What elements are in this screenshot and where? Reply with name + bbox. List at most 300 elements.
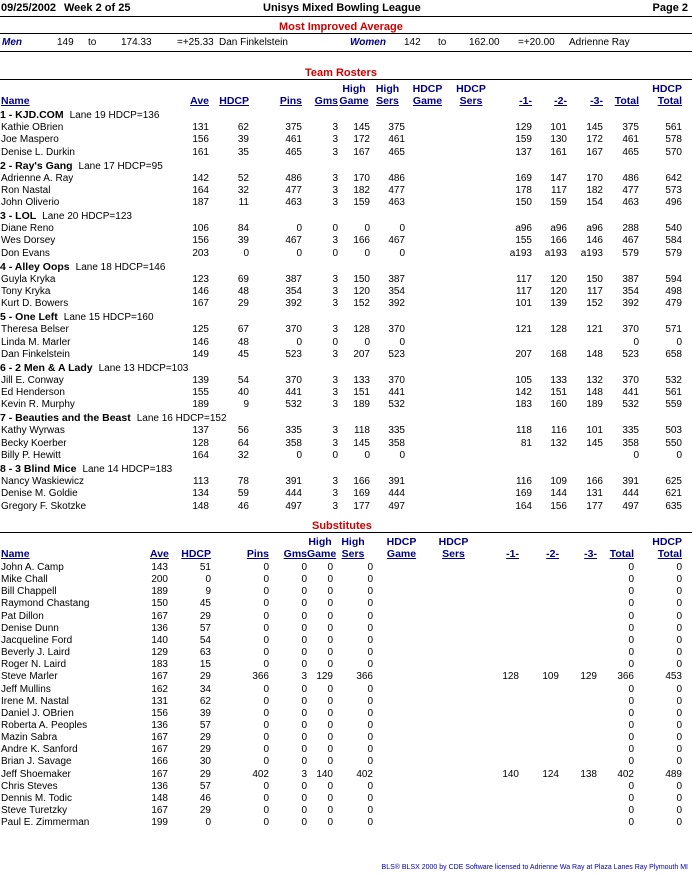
high-sers-cell: 335 xyxy=(388,425,405,437)
total-cell: 444 xyxy=(622,488,639,500)
pins-cell: 532 xyxy=(285,399,302,411)
high-game-cell: 0 xyxy=(327,780,333,792)
hdcp-total-cell: 0 xyxy=(676,659,682,671)
ave-cell: 167 xyxy=(151,744,168,756)
high-sers-cell: 370 xyxy=(388,374,405,386)
hdcp-total-cell: 0 xyxy=(676,817,682,829)
player-name: Raymond Chastang xyxy=(1,598,90,610)
game-2-cell: 117 xyxy=(551,184,567,196)
pins-cell: 391 xyxy=(285,475,302,487)
pins-cell: 0 xyxy=(263,586,269,598)
high-game-cell: 166 xyxy=(353,235,370,247)
gms-cell: 0 xyxy=(301,817,307,829)
ave-cell: 106 xyxy=(192,223,209,235)
men-to: 174.33 xyxy=(121,37,152,48)
high-sers-cell: 0 xyxy=(367,744,373,756)
total-cell: 402 xyxy=(617,768,634,780)
high-game-cell: 0 xyxy=(327,744,333,756)
high-game-cell: 128 xyxy=(353,324,370,336)
game-2-cell: 133 xyxy=(550,374,567,386)
player-row xyxy=(0,488,692,500)
gms-cell: 3 xyxy=(332,134,338,146)
high-game-cell: 177 xyxy=(353,500,370,512)
sub-row xyxy=(0,793,692,805)
player-name: Kevin R. Murphy xyxy=(1,399,75,411)
player-name: Don Evans xyxy=(1,247,50,259)
gms-cell: 0 xyxy=(332,450,338,461)
player-name: Kathy Wyrwas xyxy=(1,425,65,437)
hdcp-total-cell: 0 xyxy=(676,450,682,461)
high-game-cell: 151 xyxy=(353,387,370,399)
game-1-cell: 159 xyxy=(515,134,532,146)
high-sers-cell: 0 xyxy=(367,622,373,634)
high-sers-cell: 465 xyxy=(388,146,405,158)
hdcp-total-cell: 0 xyxy=(676,683,682,695)
hdcp-cell: 69 xyxy=(237,273,249,285)
sub-row xyxy=(0,623,692,635)
hdcp-cell: 48 xyxy=(237,336,249,348)
high-sers-cell: 497 xyxy=(388,500,405,512)
ave-cell: 140 xyxy=(151,634,168,646)
column-header-hdcp-game: Game xyxy=(386,548,417,560)
high-game-cell: 0 xyxy=(327,647,333,659)
high-sers-cell: 358 xyxy=(388,437,405,449)
game-3-cell: 138 xyxy=(580,768,597,780)
total-cell: 441 xyxy=(622,387,639,399)
high-game-cell: 0 xyxy=(327,610,333,622)
gms-cell: 3 xyxy=(332,387,338,399)
hdcp-total-cell: 0 xyxy=(676,744,682,756)
hdcp-cell: 51 xyxy=(199,562,211,573)
game-3-cell: 121 xyxy=(586,324,603,336)
gms-cell: 3 xyxy=(332,437,338,449)
high-sers-cell: 0 xyxy=(367,634,373,646)
pins-cell: 392 xyxy=(285,298,302,310)
column-header-hdcp-total: HDCP xyxy=(652,83,682,95)
ave-cell: 123 xyxy=(192,273,209,285)
gms-cell: 0 xyxy=(301,780,307,792)
total-cell: 0 xyxy=(628,683,634,695)
sub-row xyxy=(0,671,692,683)
high-sers-cell: 366 xyxy=(356,671,373,683)
player-row xyxy=(0,438,692,450)
game-3-cell: 172 xyxy=(586,134,603,146)
hdcp-cell: 54 xyxy=(237,374,249,386)
ave-cell: 156 xyxy=(192,235,209,247)
women-to-label: to xyxy=(438,37,447,48)
team-rosters-title: Team Rosters xyxy=(305,67,377,79)
ave-cell: 149 xyxy=(192,348,209,360)
total-cell: 497 xyxy=(622,500,639,512)
gms-cell: 3 xyxy=(332,475,338,487)
column-header-high-game: High xyxy=(342,83,366,95)
gms-cell: 3 xyxy=(332,298,338,310)
gms-cell: 3 xyxy=(332,197,338,209)
hdcp-total-cell: 0 xyxy=(676,732,682,744)
sub-row xyxy=(0,744,692,756)
hdcp-total-cell: 621 xyxy=(665,488,682,500)
game-2-cell: 130 xyxy=(550,134,567,146)
total-cell: 391 xyxy=(622,475,639,487)
player-name: Becky Koerber xyxy=(1,437,67,449)
column-header-pins: Pins xyxy=(279,95,302,107)
column-header-total: Total xyxy=(609,548,634,560)
team-name: 7 - Beauties and the Beast xyxy=(0,412,131,425)
hdcp-total-cell: 0 xyxy=(676,647,682,659)
hdcp-total-cell: 0 xyxy=(676,756,682,768)
ave-cell: 148 xyxy=(192,500,209,512)
hdcp-total-cell: 561 xyxy=(665,387,682,399)
men-from: 149 xyxy=(57,37,74,48)
high-game-cell: 0 xyxy=(327,732,333,744)
hdcp-cell: 46 xyxy=(199,792,211,804)
pins-cell: 0 xyxy=(263,817,269,829)
rosters-rule xyxy=(0,79,692,80)
hdcp-cell: 35 xyxy=(237,146,249,158)
team-lane-info: Lane 20 HDCP=123 xyxy=(42,211,132,223)
hdcp-total-cell: 0 xyxy=(676,719,682,731)
high-sers-cell: 0 xyxy=(367,586,373,598)
game-2-cell: 109 xyxy=(550,475,567,487)
ave-cell: 136 xyxy=(151,622,168,634)
high-sers-cell: 402 xyxy=(356,768,373,780)
high-sers-cell: 0 xyxy=(367,695,373,707)
total-cell: 354 xyxy=(622,286,639,297)
most-improved-title: Most Improved Average xyxy=(279,21,403,33)
high-sers-cell: 444 xyxy=(388,488,405,500)
high-sers-cell: 0 xyxy=(367,647,373,659)
player-name: Billy P. Hewitt xyxy=(1,450,61,461)
game-1-cell: 183 xyxy=(515,399,532,411)
column-header-hdcp-total: Total xyxy=(657,95,682,107)
high-game-cell: 0 xyxy=(327,574,333,586)
game-3-cell: 177 xyxy=(586,500,603,512)
sub-row xyxy=(0,781,692,793)
hdcp-cell: 54 xyxy=(199,634,211,646)
high-sers-cell: 0 xyxy=(367,732,373,744)
game-2-cell: 144 xyxy=(550,488,567,500)
high-sers-cell: 0 xyxy=(399,247,405,259)
game-1-cell: 207 xyxy=(515,348,532,360)
player-row xyxy=(0,375,692,387)
player-name: Roberta A. Peoples xyxy=(1,719,88,731)
player-name: Daniel J. OBrien xyxy=(1,707,74,719)
gms-cell: 3 xyxy=(332,488,338,500)
game-1-cell: 121 xyxy=(515,324,532,336)
high-game-cell: 145 xyxy=(353,437,370,449)
high-game-cell: 0 xyxy=(364,223,370,235)
game-2-cell: 156 xyxy=(550,500,567,512)
gms-cell: 3 xyxy=(332,235,338,247)
ave-cell: 155 xyxy=(192,387,209,399)
pins-cell: 0 xyxy=(263,634,269,646)
total-cell: 358 xyxy=(622,437,639,449)
pins-cell: 477 xyxy=(285,184,302,196)
player-name: John Oliverio xyxy=(1,197,60,209)
pins-cell: 0 xyxy=(263,719,269,731)
sub-row xyxy=(0,817,692,829)
footer-credit: BLS® BLSX 2000 by CDE Software licensed to Adrienne Wa Ray at Plaza Lanes Ray Plymouth MI xyxy=(381,864,688,871)
high-sers-cell: 0 xyxy=(367,574,373,586)
total-cell: 0 xyxy=(628,622,634,634)
column-header-hdcp-sers: HDCP xyxy=(456,83,486,95)
game-2-cell: a193 xyxy=(544,247,567,259)
high-game-cell: 0 xyxy=(327,562,333,573)
total-cell: 366 xyxy=(617,671,634,683)
total-cell: 467 xyxy=(622,235,639,247)
team-header xyxy=(0,362,188,375)
pins-cell: 387 xyxy=(285,273,302,285)
pins-cell: 0 xyxy=(263,659,269,671)
gms-cell: 3 xyxy=(301,671,307,683)
game-3-cell: 117 xyxy=(587,286,603,297)
gms-cell: 0 xyxy=(301,707,307,719)
high-sers-cell: 441 xyxy=(388,387,405,399)
team-header xyxy=(0,311,154,324)
high-game-cell: 159 xyxy=(353,197,370,209)
high-sers-cell: 523 xyxy=(388,348,405,360)
column-header-high-sers: Sers xyxy=(341,548,365,560)
total-cell: 0 xyxy=(628,719,634,731)
total-cell: 465 xyxy=(622,146,639,158)
high-game-cell: 207 xyxy=(353,348,370,360)
hdcp-total-cell: 578 xyxy=(665,134,682,146)
high-game-cell: 0 xyxy=(327,695,333,707)
hdcp-total-cell: 0 xyxy=(676,586,682,598)
women-gain: =+20.00 xyxy=(518,37,555,48)
women-label: Women xyxy=(350,37,386,48)
gms-cell: 0 xyxy=(301,610,307,622)
hdcp-cell: 39 xyxy=(199,707,211,719)
total-cell: 461 xyxy=(622,134,639,146)
gms-cell: 0 xyxy=(332,247,338,259)
hdcp-cell: 32 xyxy=(237,450,249,461)
pins-cell: 0 xyxy=(263,695,269,707)
player-name: Beverly J. Laird xyxy=(1,647,70,659)
gms-cell: 3 xyxy=(332,324,338,336)
report-date: 09/25/2002 xyxy=(1,2,57,14)
column-header-game-2: -2- xyxy=(554,95,567,107)
gms-cell: 0 xyxy=(301,574,307,586)
player-name: Jeff Mullins xyxy=(1,683,51,695)
team-header xyxy=(0,160,163,173)
total-cell: 370 xyxy=(622,374,639,386)
player-row xyxy=(0,122,692,134)
pins-cell: 0 xyxy=(263,805,269,816)
high-game-cell: 150 xyxy=(353,273,370,285)
column-header-high-sers: Sers xyxy=(376,95,399,107)
high-sers-cell: 0 xyxy=(367,719,373,731)
game-2-cell: 160 xyxy=(550,399,567,411)
sub-row xyxy=(0,708,692,720)
player-row xyxy=(0,349,692,361)
hdcp-cell: 45 xyxy=(237,348,249,360)
subs-rule xyxy=(0,532,692,533)
total-cell: 387 xyxy=(622,273,639,285)
hdcp-cell: 39 xyxy=(237,235,249,247)
high-game-cell: 0 xyxy=(327,659,333,671)
game-3-cell: a96 xyxy=(586,223,603,235)
gms-cell: 0 xyxy=(301,647,307,659)
hdcp-cell: 29 xyxy=(199,610,211,622)
hdcp-cell: 57 xyxy=(199,780,211,792)
gms-cell: 0 xyxy=(301,756,307,768)
game-2-cell: 147 xyxy=(550,172,567,184)
high-sers-cell: 375 xyxy=(388,122,405,133)
game-3-cell: 148 xyxy=(586,348,603,360)
gms-cell: 3 xyxy=(332,286,338,297)
ave-cell: 164 xyxy=(192,184,209,196)
pins-cell: 0 xyxy=(263,562,269,573)
pins-cell: 463 xyxy=(285,197,302,209)
column-header-high-game: High xyxy=(308,536,332,548)
high-sers-cell: 0 xyxy=(399,450,405,461)
hdcp-total-cell: 479 xyxy=(665,298,682,310)
high-sers-cell: 0 xyxy=(367,683,373,695)
team-name: 5 - One Left xyxy=(0,311,58,324)
player-name: Theresa Belser xyxy=(1,324,69,336)
ave-cell: 167 xyxy=(151,805,168,816)
hdcp-cell: 30 xyxy=(199,756,211,768)
sub-row xyxy=(0,574,692,586)
header-rule xyxy=(0,16,692,17)
player-name: Denise Dunn xyxy=(1,622,59,634)
sub-row xyxy=(0,769,692,781)
game-2-cell: 139 xyxy=(550,298,567,310)
hdcp-total-cell: 561 xyxy=(665,122,682,133)
game-1-cell: 81 xyxy=(520,437,532,449)
game-1-cell: 118 xyxy=(516,425,532,437)
ave-cell: 167 xyxy=(151,671,168,683)
hdcp-cell: 52 xyxy=(237,172,249,184)
high-game-cell: 0 xyxy=(327,805,333,816)
game-2-cell: 128 xyxy=(550,324,567,336)
hdcp-cell: 29 xyxy=(199,805,211,816)
hdcp-cell: 59 xyxy=(237,488,249,500)
gms-cell: 0 xyxy=(332,336,338,348)
ave-cell: 146 xyxy=(192,286,209,297)
player-name: Tony Kryka xyxy=(1,286,51,297)
high-sers-cell: 0 xyxy=(367,562,373,573)
sub-row xyxy=(0,611,692,623)
high-game-cell: 169 xyxy=(353,488,370,500)
game-2-cell: 120 xyxy=(550,286,567,297)
high-game-cell: 0 xyxy=(327,817,333,829)
total-cell: 463 xyxy=(622,197,639,209)
team-lane-info: Lane 13 HDCP=103 xyxy=(98,362,189,374)
pins-cell: 375 xyxy=(285,122,302,133)
team-header xyxy=(0,210,132,223)
ave-cell: 113 xyxy=(193,475,209,487)
total-cell: 392 xyxy=(622,298,639,310)
player-name: Jacqueline Ford xyxy=(1,634,73,646)
player-row xyxy=(0,173,692,185)
total-cell: 0 xyxy=(628,647,634,659)
pins-cell: 465 xyxy=(285,146,302,158)
player-name: Brian J. Savage xyxy=(1,756,72,768)
high-game-cell: 182 xyxy=(353,184,370,196)
ave-cell: 131 xyxy=(151,695,168,707)
player-name: Irene M. Nastal xyxy=(1,695,69,707)
game-2-cell: 116 xyxy=(551,425,567,437)
game-3-cell: 154 xyxy=(586,197,603,209)
hdcp-cell: 9 xyxy=(243,399,249,411)
player-row xyxy=(0,298,692,310)
ave-cell: 189 xyxy=(192,399,209,411)
hdcp-total-cell: 573 xyxy=(665,184,682,196)
column-header-hdcp-sers: HDCP xyxy=(438,536,469,548)
gms-cell: 3 xyxy=(301,768,307,780)
total-cell: 0 xyxy=(633,336,639,348)
column-header-game-2: -2- xyxy=(546,548,559,560)
gms-cell: 0 xyxy=(301,744,307,756)
ave-cell: 134 xyxy=(192,488,209,500)
game-2-cell: 101 xyxy=(550,122,567,133)
total-cell: 0 xyxy=(628,598,634,610)
most-improved-rule xyxy=(0,33,692,34)
game-1-cell: 116 xyxy=(516,475,532,487)
high-sers-cell: 387 xyxy=(388,273,405,285)
game-1-cell: 117 xyxy=(516,273,532,285)
player-row xyxy=(0,337,692,349)
team-lane-info: Lane 15 HDCP=160 xyxy=(63,312,154,324)
player-row xyxy=(0,476,692,488)
pins-cell: 444 xyxy=(285,488,302,500)
gms-cell: 3 xyxy=(332,146,338,158)
column-header-name: Name xyxy=(1,95,30,107)
page-number: Page 2 xyxy=(652,2,688,14)
pins-cell: 0 xyxy=(263,780,269,792)
pins-cell: 0 xyxy=(296,450,302,461)
game-3-cell: 150 xyxy=(586,273,603,285)
high-sers-cell: 0 xyxy=(367,598,373,610)
ave-cell: 148 xyxy=(151,792,168,804)
hdcp-cell: 29 xyxy=(199,732,211,744)
high-game-cell: 170 xyxy=(353,172,370,184)
gms-cell: 0 xyxy=(332,223,338,235)
pins-cell: 0 xyxy=(296,336,302,348)
hdcp-cell: 29 xyxy=(199,744,211,756)
hdcp-total-cell: 498 xyxy=(665,286,682,297)
gms-cell: 0 xyxy=(301,719,307,731)
gms-cell: 0 xyxy=(301,792,307,804)
player-row xyxy=(0,286,692,298)
player-name: Denise M. Goldie xyxy=(1,488,78,500)
ave-cell: 136 xyxy=(151,780,168,792)
high-game-cell: 0 xyxy=(327,634,333,646)
column-header-hdcp-sers: Sers xyxy=(442,548,465,560)
player-name: Andre K. Sanford xyxy=(1,744,78,756)
high-game-cell: 140 xyxy=(316,768,333,780)
hdcp-total-cell: 532 xyxy=(665,374,682,386)
player-name: Gregory F. Skotzke xyxy=(1,500,87,512)
hdcp-total-cell: 571 xyxy=(665,324,682,336)
game-3-cell: 148 xyxy=(586,387,603,399)
ave-cell: 164 xyxy=(192,450,209,461)
total-cell: 370 xyxy=(622,324,639,336)
total-cell: 0 xyxy=(628,780,634,792)
pins-cell: 366 xyxy=(252,671,269,683)
hdcp-total-cell: 0 xyxy=(676,634,682,646)
game-2-cell: 120 xyxy=(550,273,567,285)
pins-cell: 0 xyxy=(263,610,269,622)
total-cell: 0 xyxy=(628,756,634,768)
team-name: 1 - KJD.COM xyxy=(0,109,64,121)
hdcp-cell: 64 xyxy=(237,437,249,449)
hdcp-total-cell: 0 xyxy=(676,780,682,792)
game-1-cell: a96 xyxy=(515,223,532,235)
hdcp-total-cell: 0 xyxy=(676,610,682,622)
